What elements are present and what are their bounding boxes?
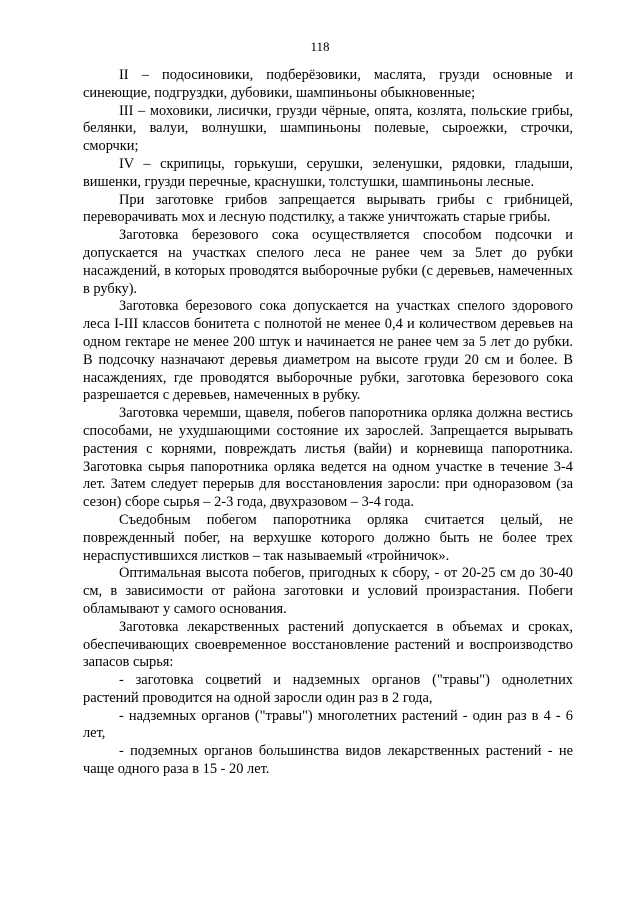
list-item-perennial-herbs: - надземных органов ("травы") многолетних растений - один раз в 4 - 6 лет, <box>83 707 573 742</box>
paragraph-mushroom-category-2: II – подосиновики, подберёзовики, маслята, грузди основные и синеющие, подгруздки, дубовики, шампиньоны обыкновенные; <box>83 67 573 101</box>
paragraph-mushroom-harvest-rules: При заготовке грибов запрещается вырывать грибы с грибницей, переворачивать мох и лесную подстилку, а также уничтожать старые грибы. <box>83 191 573 226</box>
paragraph-shoot-height: Оптимальная высота побегов, пригодных к сбору, - от 20-25 см до 30-40 см, в зависимости от района заготовки и условий произрастания. Побеги обламывают у самого основания. <box>83 565 573 617</box>
paragraph-mushroom-category-4: IV – скрипицы, горькуши, серушки, зеленушки, рядовки, гладыши, вишенки, грузди перечные, краснушки, толстушки, шампиньоны лесные. <box>83 155 573 190</box>
paragraph-ramson-sorrel-fern: Заготовка черемши, щавеля, побегов папоротника орляка должна вестись способами, не ухудшающими состояние их зарослей. Запрещается вырывать растения с корнями, повреждать листья (вайи) и корневища папоротника. Заготовка сырья папоротника орляка ведется на одном участке в течение 3-4 лет. Затем следует перерыв для восстановления заросли: при одноразовом (за сезон) сборе сырья – 2-3 года, двухразовом – 3-4 года. <box>83 405 573 511</box>
paragraph-edible-fern-shoot: Съедобным побегом папоротника орляка считается целый, не поврежденный побег, на верхушке которого должно быть не более трех нераспустившихся листков – так называемый «тройничок». <box>83 511 573 564</box>
paragraph-medicinal-plants: Заготовка лекарственных растений допускается в объемах и сроках, обеспечивающих своевременное восстановление растений и воспроизводство запасов сырья: <box>83 618 573 671</box>
paragraph-mushroom-category-3: III – моховики, лисички, грузди чёрные, опята, козлята, польские грибы, белянки, валуи, волнушки, шампиньоны полевые, сыроежки, строчки, сморчки; <box>83 102 573 155</box>
list-item-annual-herbs: - заготовка соцветий и надземных органов ("травы") однолетних растений проводится на одной заросли один раз в 2 года, <box>83 672 573 706</box>
list-item-underground-organs: - подземных органов большинства видов лекарственных растений - не чаще одного раза в 15 - 20 лет. <box>83 743 573 778</box>
paragraph-birch-sap-tapping: Заготовка березового сока осуществляется способом подсочки и допускается на участках спелого леса не ранее чем за 5лет до рубки насаждений, в которых проводятся выборочные рубки (с деревьев, намеченных в рубку). <box>83 227 573 297</box>
paragraph-birch-sap-conditions: Заготовка березового сока допускается на участках спелого здорового леса I-III классов бонитета с полнотой не менее 0,4 и количеством деревьев на одном гектаре не менее 200 штук и начинается не ранее чем за 5 лет до рубки. В подсочку назначают деревья диаметром на высоте груди 20 см и более. В насаждениях, где проводятся выборочные рубки, заготовка березового сока разрешается с деревьев, намеченных в рубку. <box>83 298 573 404</box>
page-body <box>83 67 573 779</box>
page-number: 118 <box>310 39 330 54</box>
